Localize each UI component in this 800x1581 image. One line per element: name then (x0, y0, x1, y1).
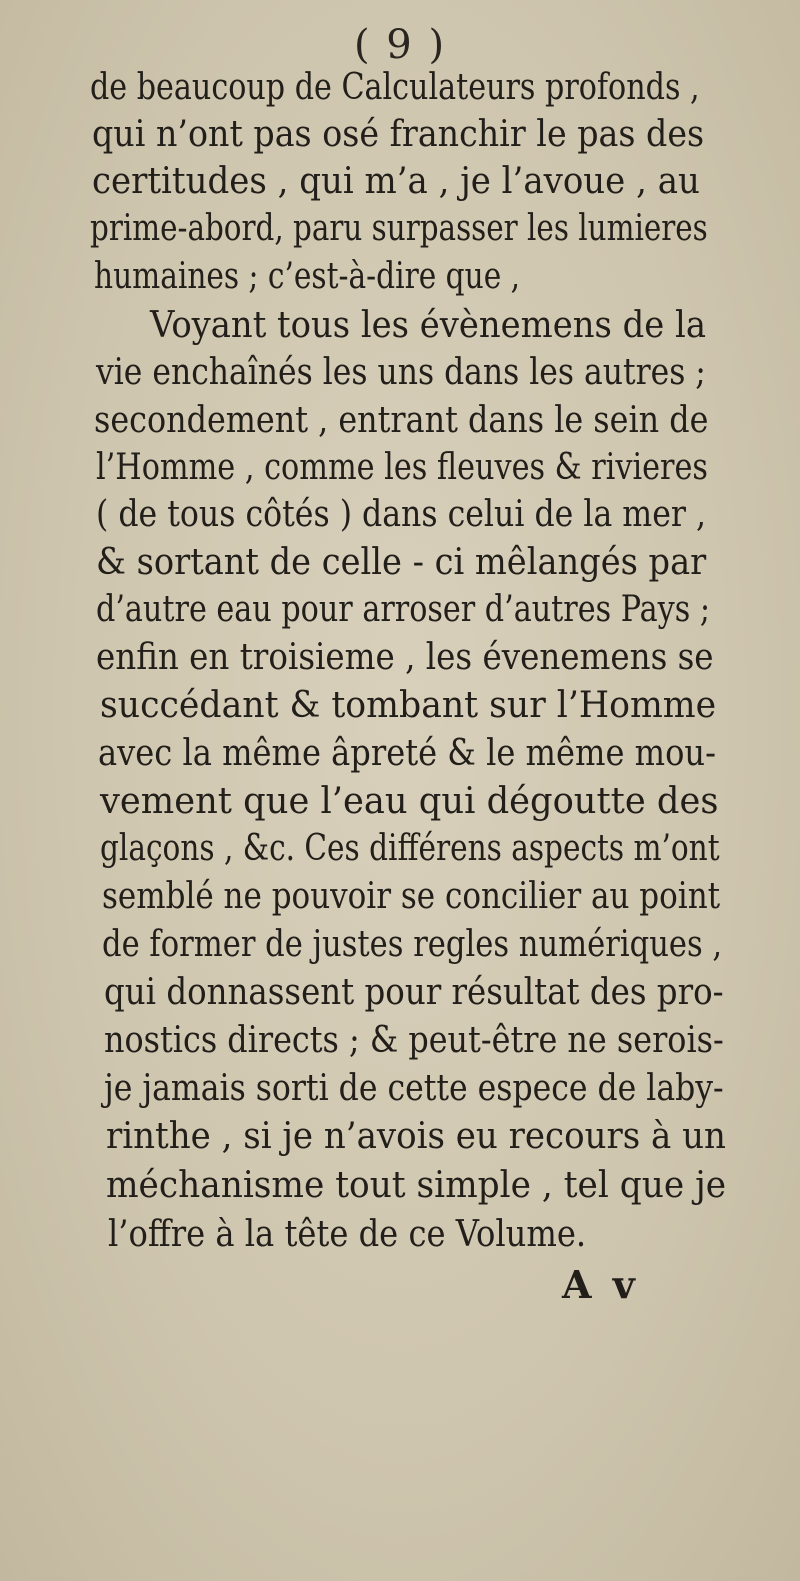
text-line: l’Homme , comme les fleuves & rivieres (96, 447, 708, 488)
text-line: prime-abord, paru surpasser les lumieres (90, 208, 708, 249)
text-line: avec la même âpreté & le même mou- (98, 733, 716, 774)
text-line: vie enchaînés les uns dans les autres ; (96, 352, 706, 393)
text-line: certitudes , qui m’a , je l’avoue , au (92, 161, 700, 202)
text-line: glaçons , &c. Ces différens aspects m’ont (100, 828, 720, 869)
text-line: succédant & tombant sur l’Homme (100, 685, 717, 726)
text-line: l’offre à la tête de ce Volume. (108, 1214, 587, 1255)
text-line: rinthe , si je n’avois eu recours à un (106, 1116, 726, 1157)
text-line: nostics directs ; & peut-être ne serois- (104, 1020, 724, 1061)
signature-mark: A v (562, 1262, 639, 1307)
text-line: semblé ne pouvoir se concilier au point (102, 876, 721, 917)
text-line: de beaucoup de Calculateurs profonds , (90, 67, 700, 108)
text-line: qui donnassent pour résultat des pro- (104, 972, 724, 1013)
text-line: secondement , entrant dans le sein de (94, 400, 709, 441)
text-line: de former de justes regles numériques , (102, 924, 723, 965)
page-number: ( 9 ) (353, 22, 447, 68)
text-line: qui n’ont pas osé franchir le pas des (92, 114, 705, 155)
text-line: enfin en troisieme , les évenemens se (96, 637, 714, 678)
text-line: vement que l’eau qui dégoutte des (100, 781, 719, 822)
text-line: Voyant tous les évènemens de la (150, 305, 706, 346)
text-line: & sortant de celle - ci mêlangés par (96, 542, 707, 583)
text-line: humaines ; c’est-à-dire que , (94, 256, 521, 297)
text-line: je jamais sorti de cette espece de laby- (104, 1068, 724, 1109)
text-line: d’autre eau pour arroser d’autres Pays ; (96, 589, 710, 630)
text-line: méchanisme tout simple , tel que je (106, 1165, 727, 1206)
text-line: ( de tous côtés ) dans celui de la mer , (96, 494, 707, 535)
